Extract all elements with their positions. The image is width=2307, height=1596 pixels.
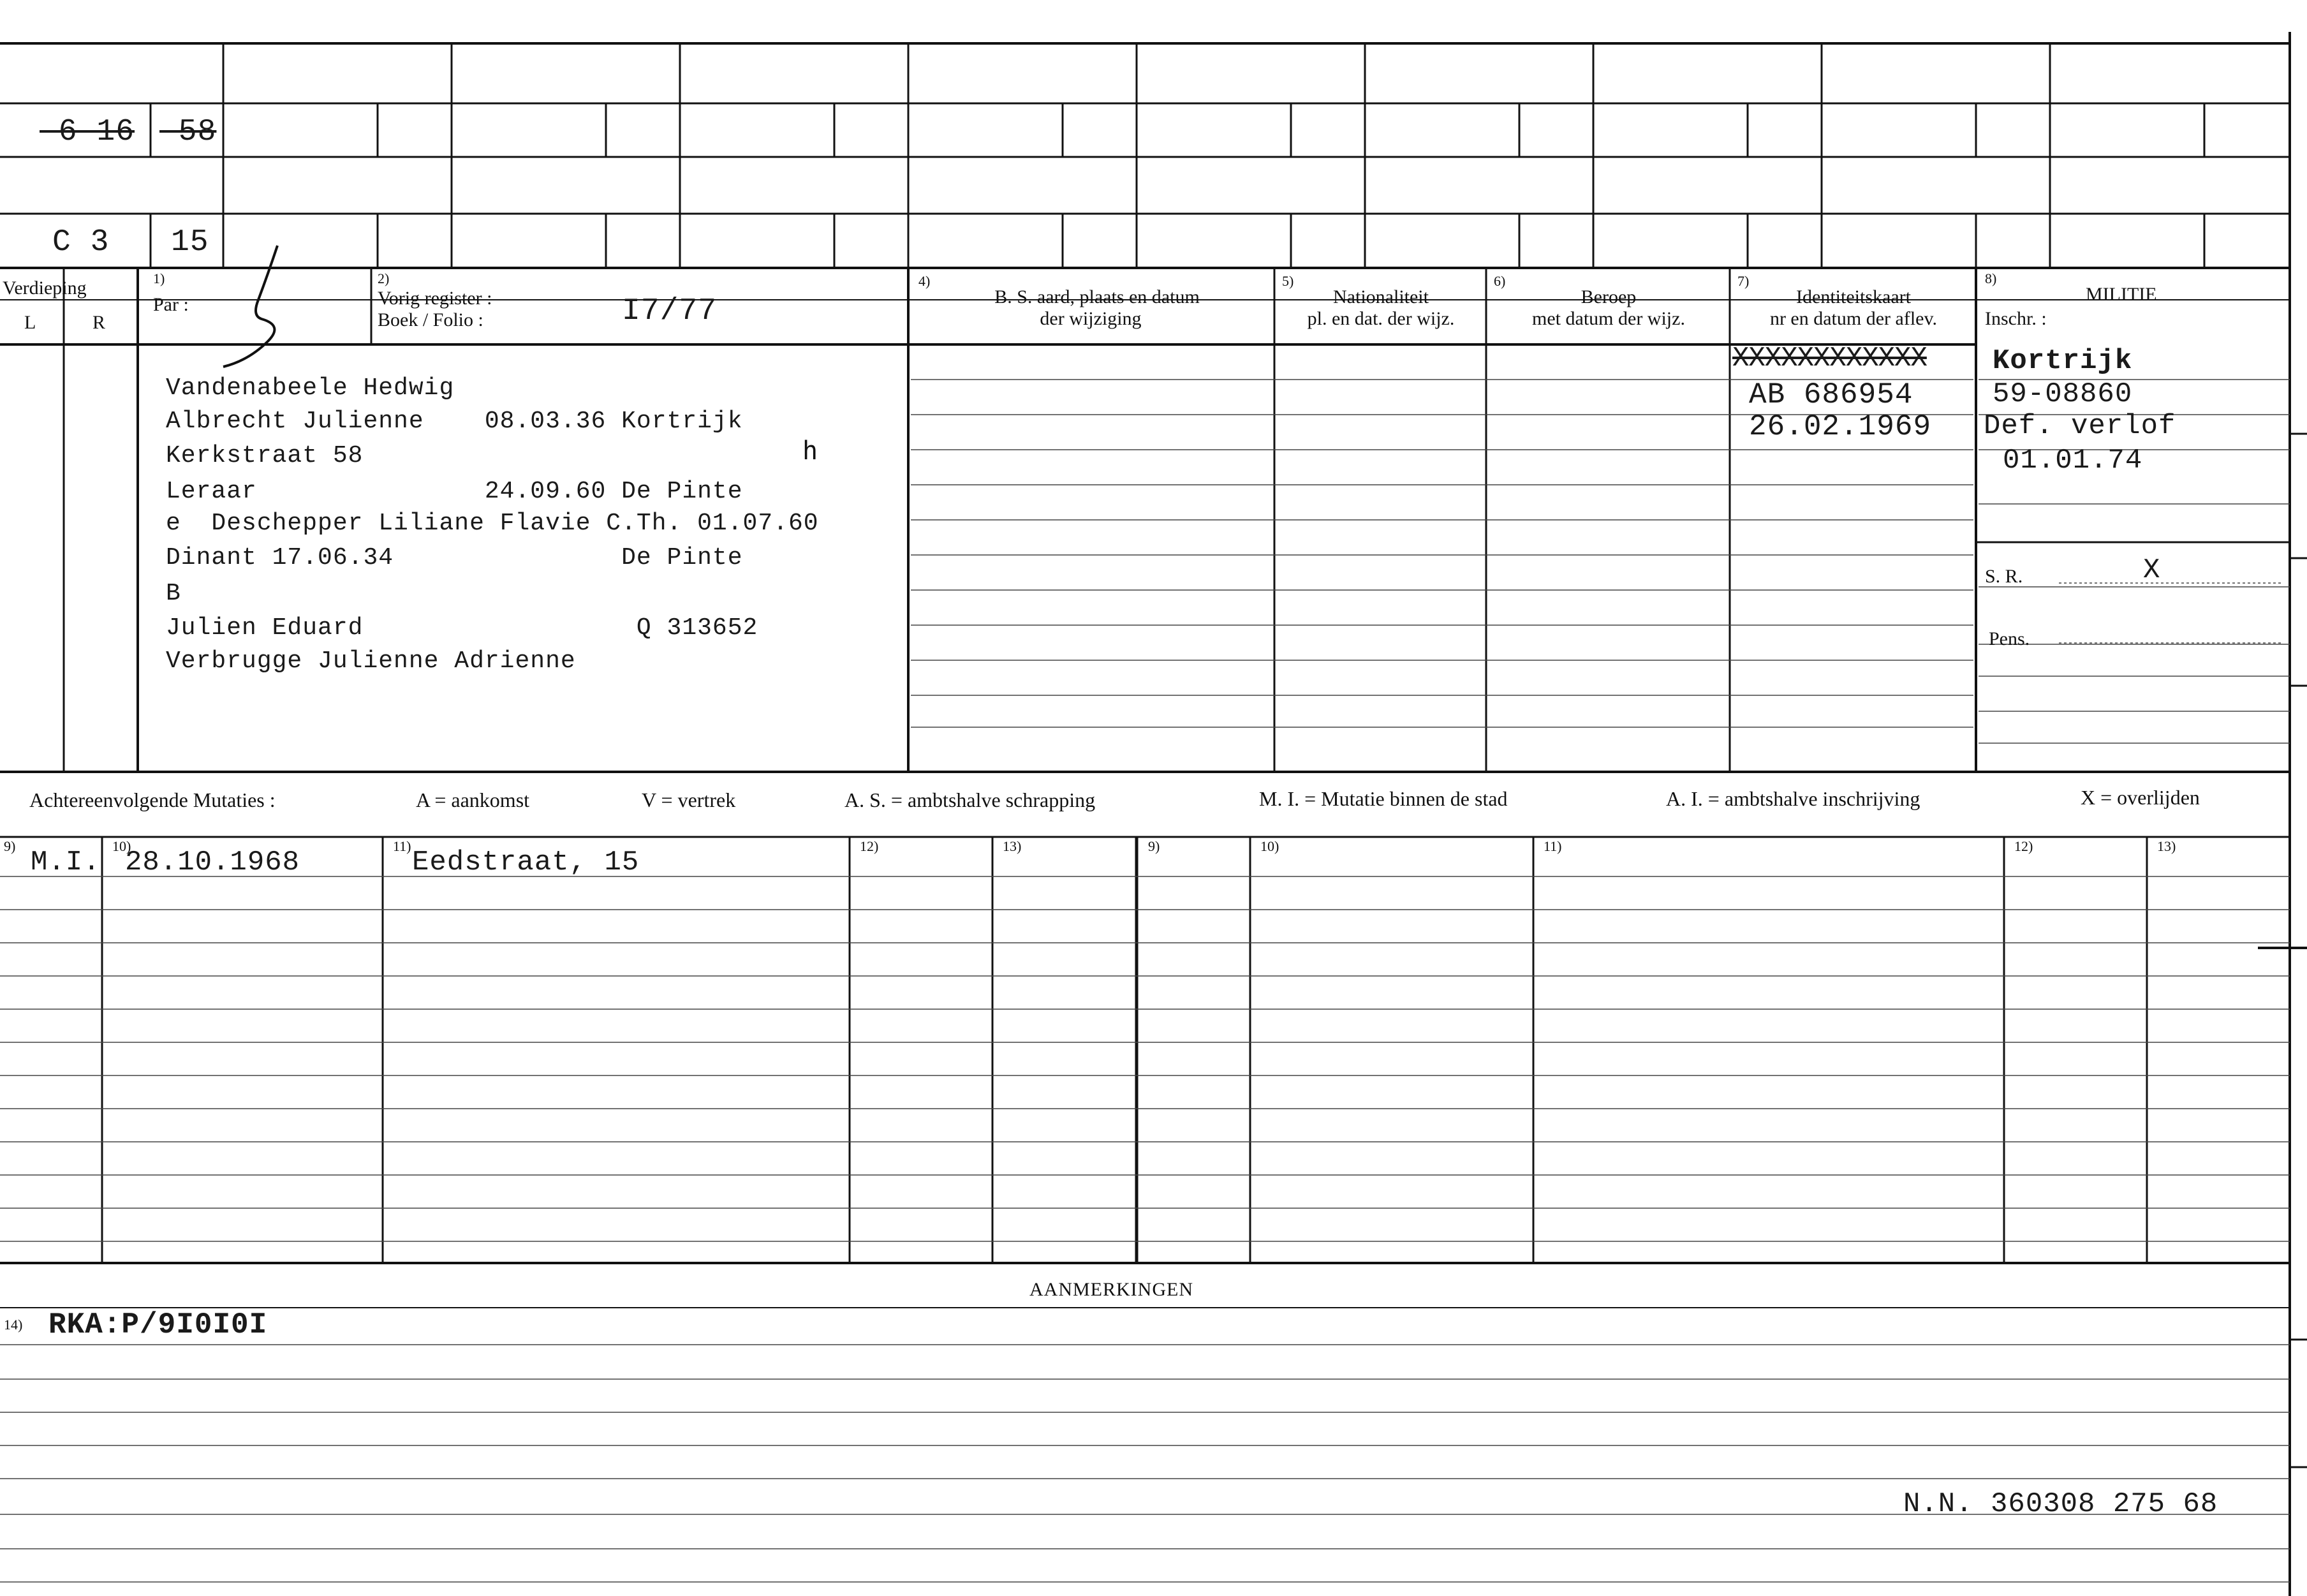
legend-ambtshalve-inschrijving: A. I. = ambtshalve inschrijving: [1666, 787, 1920, 810]
note-8: 8): [1985, 270, 1997, 286]
top-grid-code-struck: -6-16: [40, 115, 135, 149]
identity-card-date: 26.02.1969: [1749, 410, 1932, 443]
boek-folio-value: I7/77: [622, 294, 718, 329]
person-line-7: B: [166, 580, 181, 607]
mutation-address: Eedstraat, 15: [412, 846, 640, 878]
legend-mutatie-binnen-stad: M. I. = Mutatie binnen de stad: [1259, 787, 1508, 810]
col-r-label: R: [92, 312, 106, 333]
mutations-legend-title: Achtereenvolgende Mutaties :: [29, 788, 276, 811]
note-5: 5): [1282, 273, 1294, 289]
mut-note-13-left: 13): [1003, 838, 1022, 854]
person-line-4: Leraar 24.09.60 De Pinte: [166, 478, 743, 505]
mut-note-10-right: 10): [1260, 838, 1279, 854]
militie-heading: MILITIE: [2086, 284, 2157, 305]
legend-aankomst: A = aankomst: [416, 788, 530, 811]
handwritten-par-mark: [223, 246, 277, 367]
mut-note-13-right: 13): [2157, 838, 2176, 854]
inschr-label: Inschr. :: [1985, 308, 2047, 329]
person-line-1: Vandenabeele Hedwig: [166, 374, 455, 402]
identiteitskaart-heading: Identiteitskaart: [1796, 286, 1911, 307]
top-grid-code: C 3: [52, 225, 110, 260]
identiteitskaart-subheading: nr en datum der aflev.: [1769, 308, 1938, 329]
person-h-mark: h: [802, 436, 818, 466]
mut-note-11-right: 11): [1544, 838, 1562, 854]
pens-label: Pens.: [1989, 628, 2030, 649]
mut-note-9-right: 9): [1148, 838, 1160, 854]
identity-card-number: AB 686954: [1749, 378, 1913, 411]
mutation-code: M.I.: [31, 846, 101, 878]
remarks-value: RKA:P/9I0I0I: [48, 1308, 268, 1341]
mut-note-10-left: 10): [112, 838, 131, 854]
legend-overlijden: X = overlijden: [2081, 786, 2200, 809]
note-6: 6): [1494, 273, 1506, 289]
legend-vertrek: V = vertrek: [642, 788, 736, 811]
boek-folio-label: Boek / Folio :: [378, 309, 483, 330]
note-4: 4): [918, 273, 931, 289]
militie-place: Kortrijk: [1993, 345, 2133, 377]
bs-heading-line2: der wijziging: [1040, 308, 1142, 329]
col-l-label: L: [24, 312, 36, 333]
national-number: N.N. 360308 275 68: [1903, 1488, 2218, 1520]
militie-number: 59-08860: [1993, 378, 2133, 410]
vorig-register-label: Vorig register :: [378, 288, 492, 309]
identity-struck-number: XXXXXXXXXXXX: [1732, 343, 1927, 374]
mutation-date: 28.10.1968: [125, 846, 300, 878]
top-grid-number: 15: [171, 225, 209, 260]
mut-note-9-left: 9): [4, 838, 16, 854]
mut-note-12-left: 12): [860, 838, 879, 854]
par-label: Par :: [153, 294, 189, 315]
person-line-8: Julien Eduard Q 313652: [166, 614, 758, 642]
beroep-heading: Beroep: [1581, 286, 1637, 307]
person-line-6: Dinant 17.06.34 De Pinte: [166, 544, 743, 572]
top-grid-number-struck: -58: [159, 115, 217, 149]
remarks-note-14: 14): [4, 1317, 23, 1333]
person-line-3: Kerkstraat 58: [166, 442, 364, 469]
mut-note-11-left: 11): [393, 838, 411, 854]
legend-ambtshalve-schrapping: A. S. = ambtshalve schrapping: [844, 788, 1096, 811]
note-1: 1): [153, 270, 165, 286]
person-line-2: Albrecht Julienne 08.03.36 Kortrijk: [166, 408, 743, 435]
bs-heading-line1: B. S. aard, plaats en datum: [994, 286, 1200, 307]
militie-status: Def. verlof: [1984, 410, 2176, 442]
aanmerkingen-title: AANMERKINGEN: [1029, 1279, 1193, 1300]
sr-value: X: [2143, 554, 2161, 586]
militie-date: 01.01.74: [2003, 445, 2143, 477]
note-2: 2): [378, 270, 390, 286]
nationaliteit-subheading: pl. en dat. der wijz.: [1307, 308, 1455, 329]
nationaliteit-heading: Nationaliteit: [1333, 286, 1429, 307]
sr-label: S. R.: [1985, 566, 2023, 587]
verdieping-label: Verdieping: [3, 277, 87, 299]
person-line-9: Verbrugge Julienne Adrienne: [166, 647, 576, 675]
note-7: 7): [1737, 273, 1750, 289]
person-line-5: e Deschepper Liliane Flavie C.Th. 01.07.60: [166, 510, 819, 537]
beroep-subheading: met datum der wijz.: [1532, 308, 1685, 329]
mut-note-12-right: 12): [2014, 838, 2033, 854]
